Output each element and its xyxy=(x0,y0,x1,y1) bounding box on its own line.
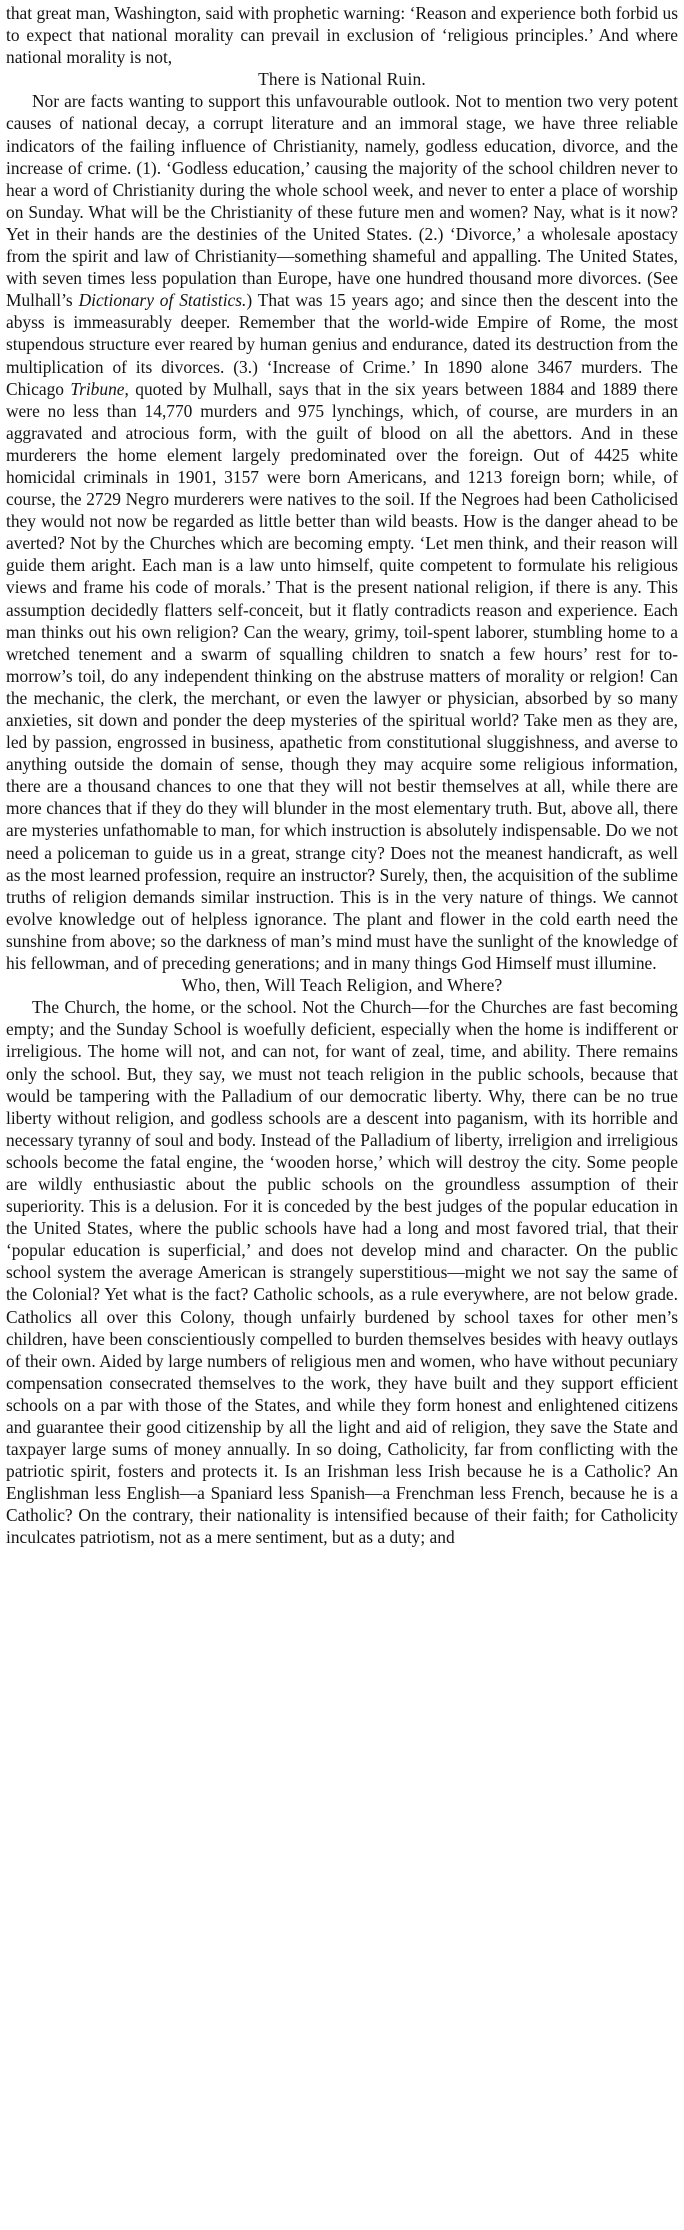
paragraph-2 xyxy=(6,90,678,974)
section-heading-national-ruin: There is National Ruin. xyxy=(258,69,426,90)
paragraph-1 xyxy=(6,2,678,68)
document-page xyxy=(6,2,678,1549)
section-heading-who-will-teach: Who, then, Will Teach Religion, and Where? xyxy=(181,975,503,996)
body-text-run: ) That was 15 years ago; and since then the descent into the abyss is immeasurably deeper. Remember that the world-wide Empire of Rome, the most stupendous structure ever reared by human genius and endurance, dated its destruction from the multiplication of its divorces. (3.) ‘Increase of Crime.’ In 1890 alone 3467 murders. The Chicago xyxy=(6,290,678,399)
body-text-run: that great man, Washington, said with prophetic warning: ‘Reason and experience both forbid us to expect that national morality can prevail in exclusion of ‘religious principles.’ And where national morality is not, xyxy=(6,3,678,68)
body-text-run: The Church, the home, or the school. Not the Church—for the Churches are fast becoming empty; and the Sunday School is woefully deficient, especially when the home is indifferent or irreligious. The home will not, and can not, for want of zeal, time, and ability. There remains only the school. But, they say, we must not teach religion in the public schools, because that would be tampering with the Palladium of our democratic liberty. Why, there can be no true liberty without religion, and godless schools are a descent into paganism, with its horrible and necessary tyranny of soul and body. Instead of the Palladium of liberty, irreligion and irreligious schools become the fatal engine, the ‘wooden horse,’ which will destroy the city. Some people are wildly enthusiastic about the public schools on the groundless assumption of their superiority. This is a delusion. For it is conceded by the best judges of the popular education in the United States, where the public schools have had a long and most favored trial, that their ‘popular education is superficial,’ and does not develop mind and character. On the public school system the average American is strangely superstitious—might we not say the same of the Colonial? Yet what is the fact? Catholic schools, as a rule everywhere, are not below grade. Catholics all over this Colony, though unfairly burdened by school taxes for other men’s children, have been conscientiously compelled to burden themselves besides with heavy outlays of their own. Aided by large numbers of religious men and women, who have without pecuniary compensation consecrated themselves to the work, they have built and they support efficient schools on a par with those of the States, and while they form honest and enlightened citizens and guarantee their good citizenship by all the light and aid of religion, they save the State and taxpayer large sums of money annually. In so doing, Catholicity, far from conflicting with the patriotic spirit, fosters and protects it. Is an Irishman less Irish because he is a Catholic? An Englishman less English—a Spaniard less Spanish—a Frenchman less French, because he is a Catholic? On the contrary, their nationality is intensified because of their faith; for Catholicity inculcates patriotism, not as a mere sentiment, but as a duty; and xyxy=(6,997,678,1548)
body-text-run: , quoted by Mulhall, says that in the six years between 1884 and 1889 there were no less than 14,770 murders and 975 lynchings, which, of course, are murders in an aggravated and atrocious form, with the guilt of blood on all the abettors. And in these murderers the home element largely predominated over the foreign. Out of 4425 white homicidal criminals in 1901, 3157 were born Americans, and 1213 foreign born; while, of course, the 2729 Negro murderers were natives to the soil. If the Negroes had been Catholicised they would not now be regarded as little better than wild beasts. How is the danger ahead to be averted? Not by the Churches which are becoming empty. ‘Let men think, and their reason will guide them aright. Each man is a law unto himself, quite competent to formulate his religious views and frame his code of morals.’ That is the present national religion, if there is any. This assumption decidedly flatters self-conceit, but it flatly contradicts reason and experience. Each man thinks out his own religion? Can the weary, grimy, toil-spent laborer, stumbling home to a wretched tenement and a swarm of squalling children to snatch a few hours’ rest for to-morrow’s toil, do any independent thinking on the abstruse matters of morality or relgion! Can the mechanic, the clerk, the merchant, or even the lawyer or physician, absorbed by so many anxieties, sit down and ponder the deep mysteries of the spiritual world? Take men as they are, led by passion, engrossed in business, apathetic from constitutional sluggishness, and averse to anything outside the domain of sense, though they may acquire some religious information, there are a thousand chances to one that they will not bestir themselves at all, while there are more chances that if they do they will blunder in the most elementary truth. But, above all, there are mysteries unfathomable to man, for which instruction is absolutely indispensable. Do we not need a policeman to guide us in a great, strange city? Does not the meanest handicraft, as well as the most learned profession, require an instructor? Surely, then, the acquisition of the sublime truths of religion demands similar instruction. This is in the very nature of things. We cannot evolve knowledge out of helpless ignorance. The plant and flower in the cold earth need the sunshine from above; so the darkness of man’s mind must have the sunlight of the knowledge of his fellowman, and of preceding generations; and in many things God Himself must illumine. xyxy=(6,378,678,974)
paragraph-3 xyxy=(6,996,678,1548)
italic-title-text: Tribune xyxy=(70,378,125,399)
body-text-run: Nor are facts wanting to support this unfavourable outlook. Not to mention two very potent causes of national decay, a corrupt literature and an immoral stage, we have three reliable indicators of the failing influence of Christianity, namely, godless education, divorce, and the increase of crime. (1). ‘Godless education,’ causing the majority of the school children never to hear a word of Christianity during the whole school week, and never to enter a place of worship on Sunday. What will be the Christianity of these future men and women? Nay, what is it now? Yet in their hands are the destinies of the United States. (2.) ‘Divorce,’ a wholesale apostacy from the spirit and law of Christianity—something shameful and appalling. The United States, with seven times less population than Europe, have one hundred thousand more divorces. (See Mulhall’s xyxy=(6,91,678,311)
italic-title-text: Dictionary of Statistics. xyxy=(78,290,247,311)
